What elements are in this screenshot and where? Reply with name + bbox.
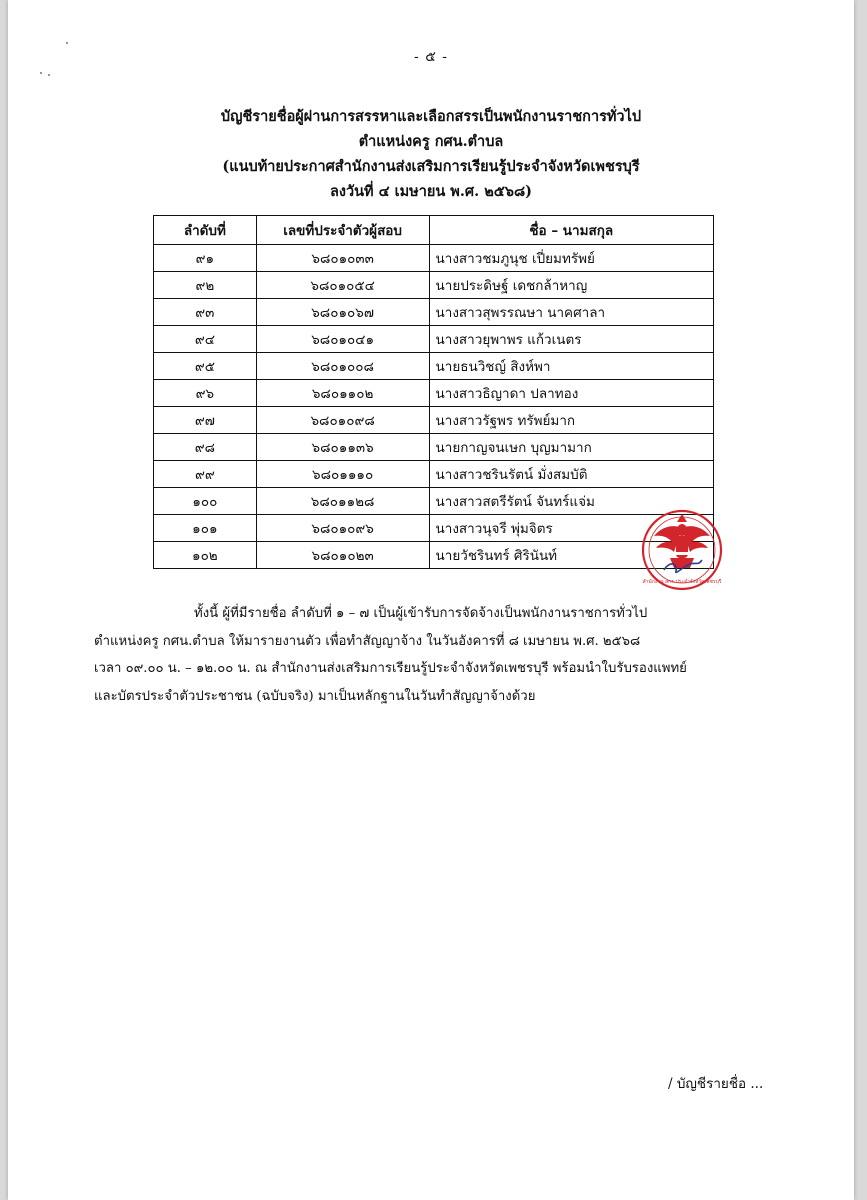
reporting-notice [94, 600, 784, 710]
table-row [154, 407, 714, 434]
row-exam-id: ๖๘๐๑๑๐๒ [256, 380, 429, 407]
row-exam-id: ๖๘๐๑๑๑๐ [256, 461, 429, 488]
row-order: ๑๐๒ [154, 542, 257, 569]
row-full-name: นายประดิษฐ์ เดชกล้าหาญ [429, 272, 713, 299]
notice-line-1: ทั้งนี้ ผู้ที่มีรายชื่อ ลำดับที่ ๑ – ๗ เป็นผู้เข้ารับการจัดจ้างเป็นพนักงานราชการทั่วไป [194, 606, 648, 621]
table-row [154, 299, 714, 326]
header-order: ลำดับที่ [154, 216, 257, 245]
row-exam-id: ๖๘๐๑๑๓๖ [256, 434, 429, 461]
passed-candidates-table [153, 215, 714, 569]
page-number: - ๕ - [414, 49, 448, 65]
row-full-name: นางสาวรัฐพร ทรัพย์มาก [429, 407, 713, 434]
row-exam-id: ๖๘๐๑๐๓๓ [256, 245, 429, 272]
heading-line-2: ตำแหน่งครู กศน.ตำบล [358, 133, 504, 150]
row-exam-id: ๖๘๐๑๐๔๑ [256, 326, 429, 353]
row-order: ๙๔ [154, 326, 257, 353]
row-order: ๙๖ [154, 380, 257, 407]
row-full-name: นางสาวสุพรรณษา นาคศาลา [429, 299, 713, 326]
row-order: ๙๕ [154, 353, 257, 380]
header-exam-id: เลขที่ประจำตัวผู้สอบ [256, 216, 429, 245]
table-row [154, 461, 714, 488]
scan-speck [66, 42, 68, 44]
table-row [154, 542, 714, 569]
continuation-note: / บัญชีรายชื่อ ... [668, 1076, 764, 1092]
table-row [154, 434, 714, 461]
row-exam-id: ๖๘๐๑๐๐๘ [256, 353, 429, 380]
row-order: ๙๑ [154, 245, 257, 272]
row-exam-id: ๖๘๐๑๐๖๗ [256, 299, 429, 326]
row-order: ๑๐๑ [154, 515, 257, 542]
row-order: ๙๓ [154, 299, 257, 326]
scan-speck [48, 74, 50, 76]
document-page [8, 0, 854, 1200]
heading-line-1: บัญชีรายชื่อผู้ผ่านการสรรหาและเลือกสรรเป็นพนักงานราชการทั่วไป [220, 108, 642, 125]
heading-line-4: ลงวันที่ ๔ เมษายน พ.ศ. ๒๕๖๘) [329, 183, 532, 200]
row-full-name: นางสาวธิญาดา ปลาทอง [429, 380, 713, 407]
row-full-name: นายวัชรินทร์ ศิรินันท์ [429, 542, 713, 569]
table-row [154, 326, 714, 353]
row-full-name: นางสาวสตรีรัตน์ จันทร์แจ่ม [429, 488, 713, 515]
header-full-name: ชื่อ – นามสกุล [429, 216, 713, 245]
heading-line-3: (แนบท้ายประกาศสำนักงานส่งเสริมการเรียนรู้ประจำจังหวัดเพชรบุรี [222, 158, 640, 175]
table-row [154, 353, 714, 380]
row-exam-id: ๖๘๐๑๑๒๘ [256, 488, 429, 515]
row-exam-id: ๖๘๐๑๐๕๔ [256, 272, 429, 299]
row-order: ๙๗ [154, 407, 257, 434]
row-order: ๙๒ [154, 272, 257, 299]
row-exam-id: ๖๘๐๑๐๒๓ [256, 542, 429, 569]
row-full-name: นางสาวยุพาพร แก้วเนตร [429, 326, 713, 353]
row-full-name: นายกาญจนเษก บุญมามาก [429, 434, 713, 461]
document-heading [8, 104, 854, 204]
notice-line-4: และบัตรประจำตัวประชาชน (ฉบับจริง) มาเป็นหลักฐานในวันทำสัญญาจ้างด้วย [94, 688, 536, 704]
table-row [154, 272, 714, 299]
row-full-name: นางสาวชมภูนุช เปี่ยมทรัพย์ [429, 245, 713, 272]
row-full-name: นางสาวชรินรัตน์ มั่งสมบัติ [429, 461, 713, 488]
table-row [154, 245, 714, 272]
row-exam-id: ๖๘๐๑๐๙๖ [256, 515, 429, 542]
table-row [154, 488, 714, 515]
row-full-name: นางสาวนุจรี พุ่มจิตร [429, 515, 713, 542]
notice-line-3: เวลา ๐๙.๐๐ น. – ๑๒.๐๐ น. ณ สำนักงานส่งเสริมการเรียนรู้ประจำจังหวัดเพชรบุรี พร้อมนำใบรับรองแพทย์ [94, 661, 687, 676]
row-order: ๙๘ [154, 434, 257, 461]
row-order: ๙๙ [154, 461, 257, 488]
table-header-row [154, 216, 714, 245]
row-exam-id: ๖๘๐๑๐๙๘ [256, 407, 429, 434]
table-row [154, 380, 714, 407]
row-order: ๑๐๐ [154, 488, 257, 515]
table-row [154, 515, 714, 542]
stamp-text: สำนักงาน สกร.ประจำจังหวัดเพชรบุรี [642, 579, 722, 585]
row-full-name: นายธนวิชญ์ สิงห์พา [429, 353, 713, 380]
scan-speck [40, 72, 42, 74]
notice-line-2: ตำแหน่งครู กศน.ตำบล ให้มารายงานตัว เพื่อทำสัญญาจ้าง ในวันอังคารที่ ๘ เมษายน พ.ศ. ๒๕๖๘ [94, 633, 641, 649]
